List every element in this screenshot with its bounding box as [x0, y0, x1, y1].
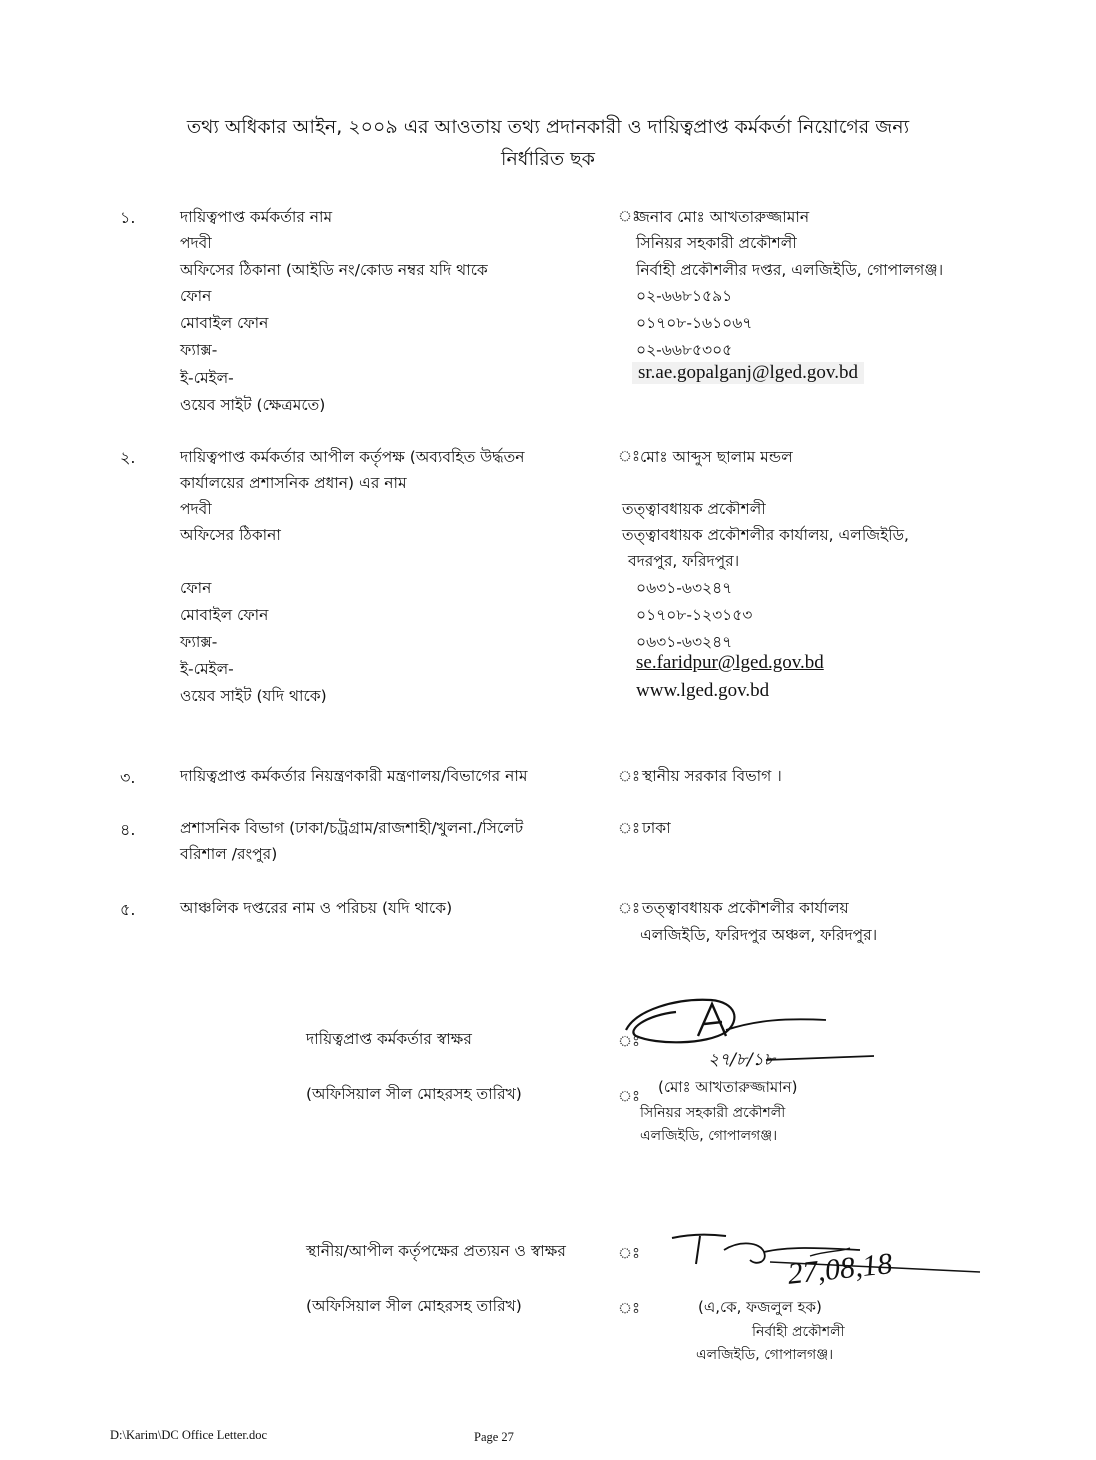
value-address-line1: তত্ত্বাবধায়ক প্রকৌশলীর কার্যালয়, এলজিইডি,: [622, 526, 909, 544]
colon: ঃ: [618, 1244, 641, 1262]
colon: ঃ: [618, 899, 641, 917]
handwritten-date: ২৭/৮/১৮: [708, 1050, 775, 1070]
colon: ঃ: [618, 1299, 641, 1317]
value-regional-office-line1: তত্ত্বাবধায়ক প্রকৌশলীর কার্যালয়: [642, 899, 849, 917]
colon: ঃ: [618, 1032, 641, 1050]
value-fax: ০৬৩১-৬৩২৪৭: [636, 633, 733, 651]
label-office-address: অফিসের ঠিকানা (আইডি নং/কোড নম্বর যদি থাকে: [180, 261, 488, 279]
footer-page-number: Page 27: [474, 1430, 514, 1444]
label-official-seal-date: (অফিসিয়াল সীল মোহরসহ তারিখ): [306, 1297, 522, 1315]
label-officer-name: দায়িত্বপাপ্ত কর্মকর্তার নাম: [180, 208, 333, 226]
label-website: ওয়েব সাইট (যদি থাকে): [180, 687, 327, 705]
colon: ঃ: [618, 819, 641, 837]
label-designation: পদবী: [180, 500, 212, 518]
stamp-designation: নির্বাহী প্রকৌশলী: [752, 1324, 845, 1340]
footer-file-path: D:\Karim\DC Office Letter.doc: [110, 1428, 268, 1442]
colon: ঃ: [618, 447, 641, 465]
label-fax: ফ্যাক্স-: [180, 341, 218, 359]
value-mobile: ০১৭০৮-১৬১০৬৭: [636, 314, 753, 332]
label-authority-signature: স্থানীয়/আপীল কর্তৃপক্ষের প্রত্যয়ন ও স্বাক্ষর: [306, 1242, 566, 1260]
document-title-line2: নির্ধারিত ছক: [501, 148, 595, 170]
section-number: ৪.: [120, 820, 136, 839]
label-phone: ফোন: [180, 579, 212, 597]
stamp-name: (এ,কে, ফজলুল হক): [698, 1298, 822, 1316]
handwritten-date: 27,08,18: [786, 1247, 894, 1291]
label-officer-signature: দায়িত্বপ্রাপ্ত কর্মকর্তার স্বাক্ষর: [306, 1030, 472, 1048]
value-mobile: ০১৭০৮-১২৩১৫৩: [636, 606, 753, 624]
section-number: ১.: [120, 208, 136, 227]
label-phone: ফোন: [180, 287, 212, 305]
label-appeal-authority: দায়িত্বপাপ্ত কর্মকর্তার আপীল কর্তৃপক্ষ (অব্যবহিত উর্দ্ধতন: [180, 448, 525, 466]
label-fax: ফ্যাক্স-: [180, 633, 218, 651]
label-email: ই-মেইল-: [180, 660, 234, 678]
stamp-office: এলজিইডি, গোপালগঞ্জ।: [640, 1128, 778, 1144]
stamp-designation: সিনিয়র সহকারী প্রকৌশলী: [640, 1105, 786, 1121]
stamp-office: এলজিইডি, গোপালগঞ্জ।: [696, 1347, 834, 1363]
value-address-line2: বদরপুর, ফরিদপুর।: [628, 552, 740, 570]
label-division: প্রশাসনিক বিভাগ (ঢাকা/চট্রগ্রাম/রাজশাহী/খুলনা./সিলেট: [180, 819, 524, 837]
label-regional-office: আঞ্চলিক দপ্তরের নাম ও পরিচয় (যদি থাকে): [180, 899, 453, 917]
stamp-name: (মোঃ আখতারুজ্জামান): [658, 1078, 798, 1096]
label-division-cont: বরিশাল /রংপুর): [180, 845, 278, 863]
label-designation: পদবী: [180, 234, 212, 252]
value-office-address: নির্বাহী প্রকৌশলীর দপ্তর, এলজিইডি, গোপালগঞ্জ।: [636, 261, 944, 279]
label-ministry: দায়িত্বপ্রাপ্ত কর্মকর্তার নিয়ন্ত্রণকারী মন্ত্রণালয়/বিভাগের নাম: [180, 767, 528, 785]
section-number: ৩.: [120, 768, 136, 787]
value-officer-name: জনাব মোঃ আখতারুজ্জামান: [636, 208, 810, 226]
value-appeal-name: মোঃ আব্দুস ছালাম মন্ডল: [640, 448, 793, 466]
value-phone: ০২-৬৬৮১৫৯১: [636, 287, 733, 305]
value-fax: ০২-৬৬৮৫৩০৫: [636, 341, 733, 359]
value-website: www.lged.gov.bd: [636, 680, 770, 701]
colon: ঃ: [618, 207, 641, 225]
label-website: ওয়েব সাইট (ক্ষেত্রমতে): [180, 396, 326, 414]
value-designation: সিনিয়র সহকারী প্রকৌশলী: [636, 234, 797, 252]
colon: ঃ: [618, 1087, 641, 1105]
value-phone: ০৬৩১-৬৩২৪৭: [636, 579, 733, 597]
value-ministry: স্থানীয় সরকার বিভাগ ।: [642, 767, 782, 785]
section-number: ৫.: [120, 900, 136, 919]
value-email: sr.ae.gopalganj@lged.gov.bd: [632, 362, 864, 384]
label-mobile: মোবাইল ফোন: [180, 606, 269, 624]
document-title-line1: তথ্য অধিকার আইন, ২০০৯ এর আওতায় তথ্য প্রদানকারী ও দায়িত্বপ্রাপ্ত কর্মকর্তা নিয়োগের জন্য: [186, 116, 910, 138]
label-email: ই-মেইল-: [180, 369, 234, 387]
value-email: se.faridpur@lged.gov.bd: [636, 652, 824, 673]
value-designation: তত্ত্বাবধায়ক প্রকৌশলী: [622, 500, 766, 518]
value-regional-office-line2: এলজিইডি, ফরিদপুর অঞ্চল, ফরিদপুর।: [640, 926, 878, 944]
value-division: ঢাকা: [642, 819, 671, 837]
label-mobile: মোবাইল ফোন: [180, 314, 269, 332]
label-official-seal-date: (অফিসিয়াল সীল মোহরসহ তারিখ): [306, 1085, 522, 1103]
label-office-address: অফিসের ঠিকানা: [180, 526, 281, 544]
section-number: ২.: [120, 448, 136, 467]
label-appeal-authority-cont: কার্যালয়ের প্রশাসনিক প্রধান) এর নাম: [180, 474, 407, 492]
colon: ঃ: [618, 767, 641, 785]
